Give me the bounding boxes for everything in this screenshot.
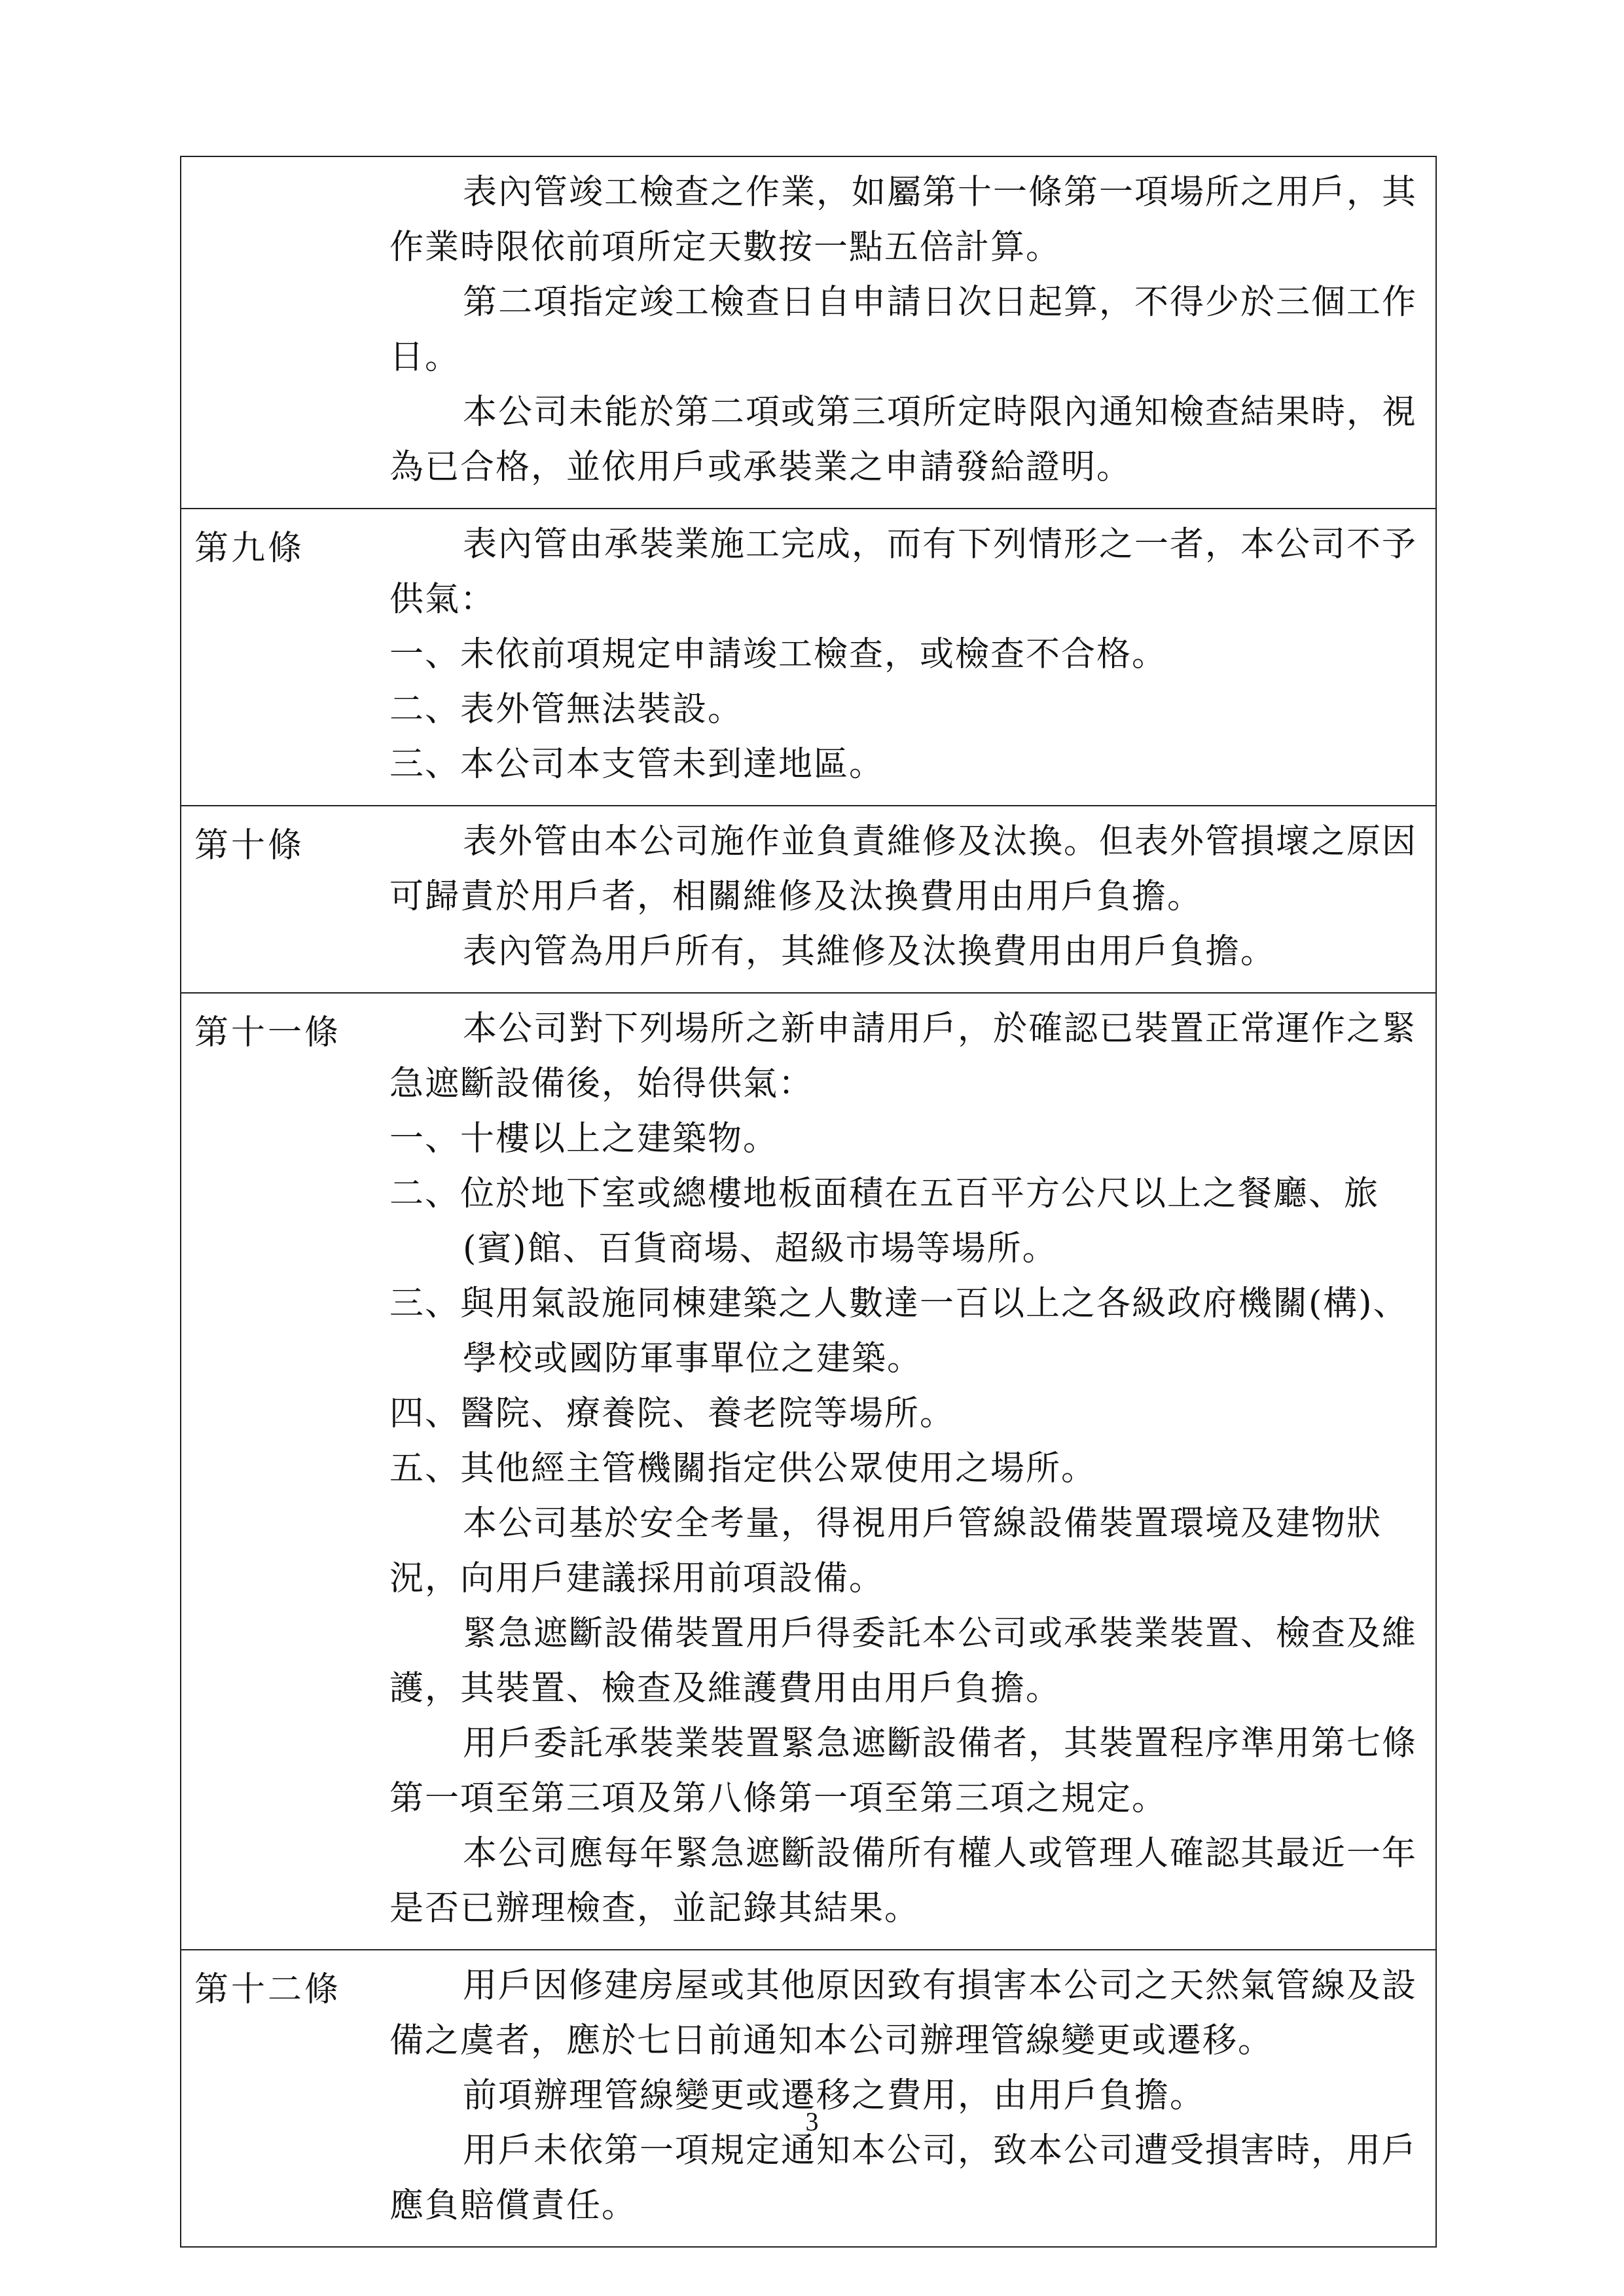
page-number: 3 — [805, 2107, 819, 2136]
paragraph: 用戶因修建房屋或其他原因致有損害本公司之天然氣管線及設備之虞者，應於七日前通知本公司辦理管線變更或遷移。 — [389, 1966, 1418, 2060]
article-label — [181, 156, 384, 509]
paragraph: 第二項指定竣工檢查日自申請日次日起算，不得少於三個工作日。 — [389, 283, 1418, 377]
paragraph: 表內管竣工檢查之作業，如屬第十一條第一項場所之用戶，其作業時限依前項所定天數按一點五倍計算。 — [389, 173, 1418, 267]
list-item: 五、其他經主管機關指定供公眾使用之場所。 — [389, 1449, 1097, 1488]
articles-table-body — [181, 156, 1436, 2247]
paragraph: 本公司未能於第二項或第三項所定時限內通知檢查結果時，視為已合格，並依用戶或承裝業之申請發給證明。 — [389, 393, 1418, 487]
article-row — [181, 156, 1436, 509]
article-row — [181, 806, 1436, 993]
paragraph: 表內管由承裝業施工完成，而有下列情形之一者，本公司不予供氣： — [389, 525, 1418, 619]
paragraph: 表內管為用戶所有，其維修及汰換費用由用戶負擔。 — [463, 932, 1276, 971]
list-item: 二、位於地下室或總樓地板面積在五百平方公尺以上之餐廳、旅(賓)館、百貨商場、超級市場等場所。 — [389, 1174, 1380, 1268]
article-body — [384, 993, 1436, 1950]
paragraph: 用戶委託承裝業裝置緊急遮斷設備者，其裝置程序準用第七條第一項至第三項及第八條第一項至第三項之規定。 — [389, 1724, 1418, 1818]
paragraph: 前項辦理管線變更或遷移之費用，由用戶負擔。 — [463, 2076, 1206, 2115]
list-item: 一、未依前項規定申請竣工檢查，或檢查不合格。 — [389, 635, 1168, 674]
article-body — [384, 806, 1436, 993]
paragraph: 本公司基於安全考量，得視用戶管線設備裝置環境及建物狀況，向用戶建議採用前項設備。 — [389, 1504, 1382, 1598]
articles-table — [180, 156, 1437, 2248]
article-label: 第十一條 — [181, 993, 384, 1950]
paragraph: 緊急遮斷設備裝置用戶得委託本公司或承裝業裝置、檢查及維護，其裝置、檢查及維護費用由用戶負擔。 — [389, 1614, 1418, 1708]
article-label: 第九條 — [181, 509, 384, 806]
article-label: 第十二條 — [181, 1950, 384, 2247]
list-item: 二、表外管無法裝設。 — [389, 690, 744, 729]
list-item: 三、本公司本支管未到達地區。 — [389, 745, 885, 784]
list-item: 三、與用氣設施同棟建築之人數達一百以上之各級政府機關(構)、學校或國防軍事單位之建築。 — [389, 1284, 1409, 1378]
article-label: 第十條 — [181, 806, 384, 993]
paragraph: 本公司對下列場所之新申請用戶，於確認已裝置正常運作之緊急遮斷設備後，始得供氣： — [389, 1009, 1418, 1103]
article-body — [384, 509, 1436, 806]
article-row — [181, 1950, 1436, 2247]
paragraph: 用戶未依第一項規定通知本公司，致本公司遭受損害時，用戶應負賠償責任。 — [389, 2131, 1418, 2225]
paragraph: 表外管由本公司施作並負責維修及汰換。但表外管損壞之原因可歸責於用戶者，相關維修及汰換費用由用戶負擔。 — [389, 822, 1418, 916]
paragraph: 本公司應每年緊急遮斷設備所有權人或管理人確認其最近一年是否已辦理檢查，並記錄其結果。 — [389, 1834, 1418, 1928]
list-item: 四、醫院、療養院、養老院等場所。 — [389, 1394, 956, 1433]
list-item: 一、十樓以上之建築物。 — [389, 1119, 779, 1158]
article-body — [384, 1950, 1436, 2247]
article-row — [181, 509, 1436, 806]
article-body — [384, 156, 1436, 509]
article-row — [181, 993, 1436, 1950]
